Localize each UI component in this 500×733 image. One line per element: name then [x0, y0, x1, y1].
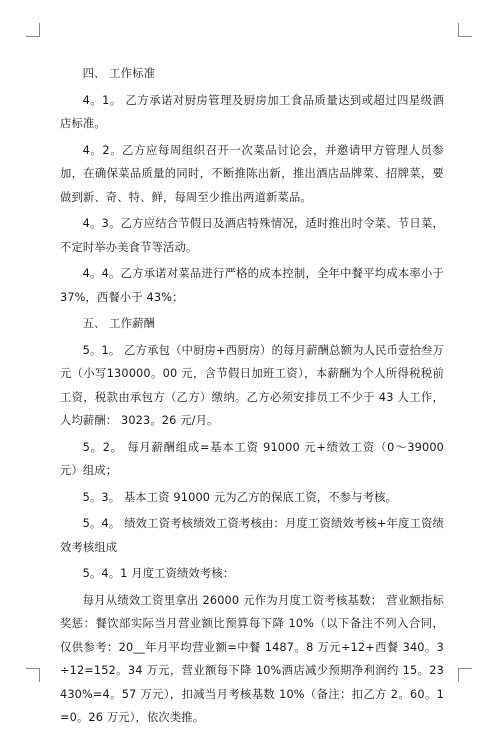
clause-4-1: 4。1。 乙方承诺对厨房管理及厨房加工食品质量达到或超过四星级酒店标准。 — [60, 93, 444, 130]
clause-5-4: 5。4。 绩效工资考核绩效工资考核由：月度工资绩效考核+年度工资绩效考核组成 — [60, 517, 444, 554]
clause-5-4-1: 5。4。1 月度工资绩效考核： — [82, 567, 235, 580]
clause-4-3: 4。3。乙方应结合节假日及酒店特殊情况，适时推出时令菜、节日菜，不定时举办美食节等活动。 — [60, 217, 444, 254]
clause-4-4: 4。4。乙方承诺对菜品进行严格的成本控制，全年中餐平均成本率小于 37%，西餐小于 43%； — [60, 267, 444, 304]
document-body — [60, 62, 444, 733]
clause-5-4-1-detail: 每月从绩效工资里拿出 26000 元作为月度工资考核基数； 营业额指标奖惩：餐饮部实际当月营业额比预算每下降 10%（以下备注不列入合同，仅供参考：20__年月平均营业额=中餐 1487。8 万元÷12+西餐 340。3÷12=152。34 万元，营业额每下降 10%酒店减少预期净利润约 15。23430%=4。57 万元），扣减当月考核基数 10%（备注：扣乙方 2。60。1=0。26 万元），依次类推。 — [60, 593, 444, 724]
section-heading-work-compensation: 五、 工作薪酬 — [82, 317, 156, 330]
clause-4-2: 4。2。乙方应每周组织召开一次菜品讨论会，并邀请甲方管理人员参加，在确保菜品质量的同时，不断推陈出新，推出酒店品牌菜、招牌菜，要做到新、奇、特、鲜，每周至少推出两道新菜品。 — [60, 143, 444, 204]
section-heading-work-standards: 四、 工作标准 — [82, 67, 156, 80]
clause-5-1: 5。1。 乙方承包（中厨房+西厨房）的每月薪酬总额为人民币壹拾叁万元（小写130000。00 元，含节假日加班工资），本薪酬为个人所得税税前工资，税款由承包方（乙方）缴纳。乙方必须安排员工不少于 43 人工作，人均薪酬： 3023。26 元/月。 — [60, 343, 444, 427]
clause-5-3: 5。3。 基本工资 91000 元为乙方的保底工资，不参与考核。 — [82, 490, 398, 504]
clause-5-2: 5。2。 每月薪酬组成=基本工资 91000 元+绩效工资（0～39000 元）组成； — [60, 440, 444, 477]
